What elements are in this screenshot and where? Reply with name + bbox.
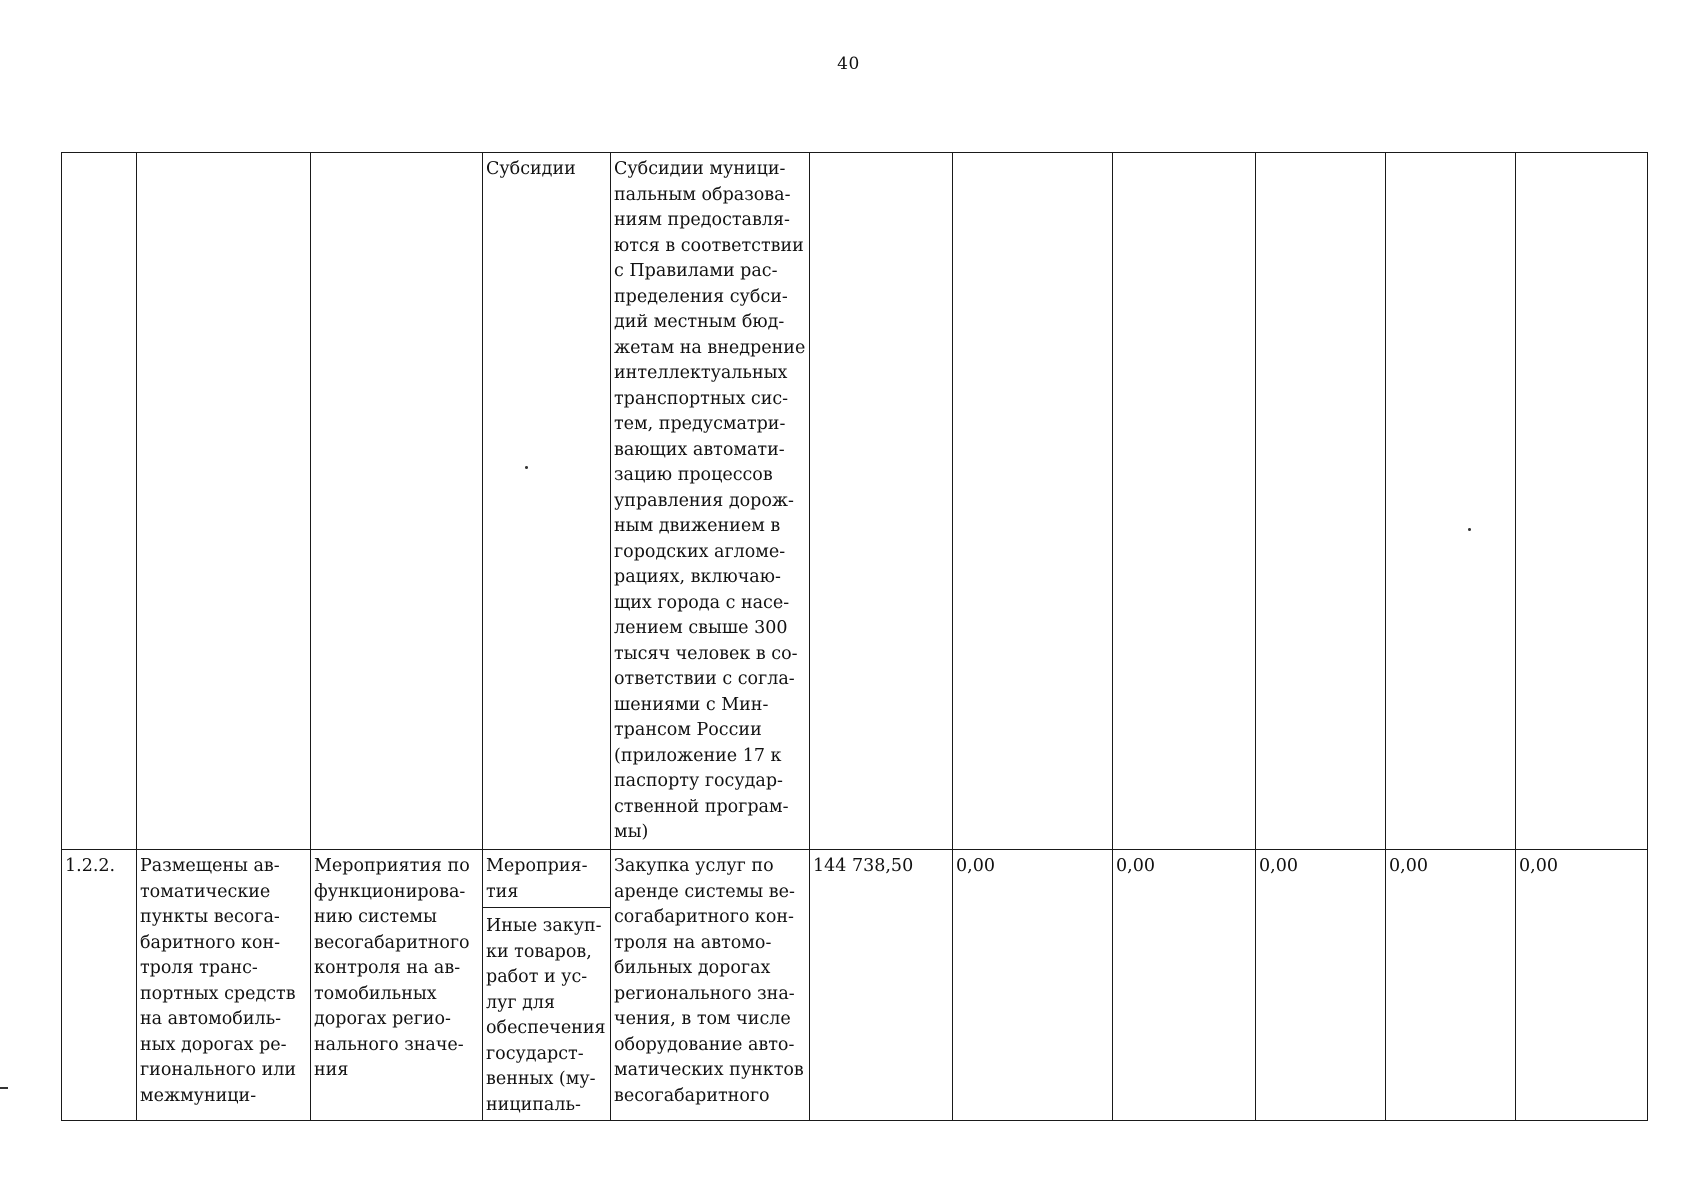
amount-cell: 0,00	[1386, 850, 1516, 1121]
row-number-cell	[62, 153, 137, 850]
event-cell: Мероприятия по функционирова- нию системы весогабаритного контроля на ав- томобильных дорогах регио- нального значе- ния	[311, 850, 483, 1121]
table-row	[62, 850, 1648, 1121]
table-row	[62, 153, 1648, 850]
event-cell	[311, 153, 483, 850]
scan-artifact	[525, 466, 528, 469]
amount-cell	[953, 153, 1113, 850]
type-cell: Субсидии	[483, 153, 611, 850]
type-cell	[483, 850, 611, 1121]
page-number: 40	[837, 54, 860, 74]
amount-cell: 144 738,50	[810, 850, 953, 1121]
amount-cell: 0,00	[1256, 850, 1386, 1121]
amount-cell	[1516, 153, 1648, 850]
amount-cell	[1113, 153, 1256, 850]
row-number-cell: 1.2.2.	[62, 850, 137, 1121]
amount-cell: 0,00	[1113, 850, 1256, 1121]
description-cell: Закупка услуг по аренде системы ве- согабаритного кон- троля на автомо- бильных дорогах регионального зна- чения, в том числе оборудование авто- матических пунктов весогабаритного	[611, 850, 810, 1121]
type-cell-bottom: Иные закуп- ки товаров, работ и ус- луг для обеспечения государст- венных (му- ниципаль-	[486, 916, 606, 1115]
scan-artifact	[1468, 528, 1471, 531]
result-cell: Размещены ав- томатические пункты весога- баритного кон- троля транс- портных средств на автомобиль- ных дорогах ре- гионального или межмуници-	[137, 850, 311, 1121]
amount-cell: 0,00	[1516, 850, 1648, 1121]
amount-cell	[1386, 153, 1516, 850]
scan-artifact	[0, 1087, 8, 1089]
budget-table	[61, 152, 1648, 1121]
amount-cell	[810, 153, 953, 850]
result-cell	[137, 153, 311, 850]
amount-cell	[1256, 153, 1386, 850]
description-cell: Субсидии муници- пальным образова- ниям предоставля- ются в соответствии с Правилами рас- пределения субси- дий местным бюд- жетам на внедрение интеллектуальных транспортных сис- тем, предусматри- вающих автомати- зацию процессов управления дорож- ным движением в городских агломе- рациях, включаю- щих города с насе- лением свыше 300 тысяч человек в со- ответствии с согла- шениями с Мин- трансом России (приложение 17 к паспорту государ- ственной програм- мы)	[611, 153, 810, 850]
type-cell-top: Мероприя- тия	[483, 854, 610, 908]
amount-cell: 0,00	[953, 850, 1113, 1121]
